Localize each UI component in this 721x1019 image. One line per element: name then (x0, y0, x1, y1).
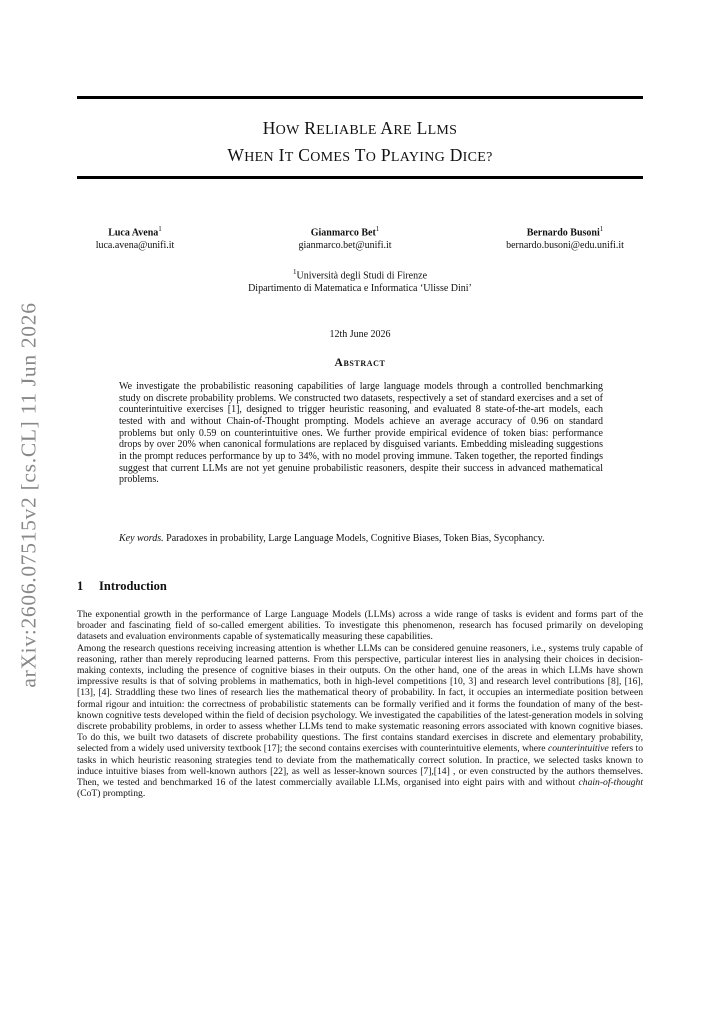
section-heading-introduction (77, 579, 167, 594)
author-email[interactable]: gianmarco.bet@unifi.it (298, 239, 392, 251)
arxiv-identifier[interactable]: arXiv:2606.07515v2 [cs.CL] 11 Jun 2026 (16, 302, 41, 688)
affiliation (77, 266, 643, 295)
paper-date: 12th June 2026 (329, 329, 391, 340)
author-email[interactable]: bernardo.busoni@edu.unifi.it (506, 239, 624, 251)
title-top-rule (77, 96, 643, 99)
section-title: Introduction (99, 579, 167, 593)
affiliation-university: $^1$Università degli Studi di Firenze (292, 268, 428, 282)
keywords-label: Key words. (119, 533, 164, 544)
introduction-paragraph-2: Among the research questions receiving increasing attention is whether LLMs can be considered genuine reasoners, i.e., systems truly capable of reasoning, rather than merely reproducing learned patterns. From this perspective, particular interest lies in analysing their choices in decision-making contexts, including the presence of cognitive biases in their outputs. On the other hand, one of the areas in which LLMs have shown impressive results is that of solving problems in mathematics, both in high-level competitions [10, 3] and research level contributions [8], [16], [13], [4]. Straddling these two lines of research lies the mathematical theory of probability. In fact, it occupies an intermediate position between formal rigour and intuition: the correctness of probabilistic statements can be formally verified and it forms the foundation of many of the best-known cognitive tests developed within the field of decision psychology. We investigated the capabilities of the latest-generation models in solving discrete probability problems, in order to assess whether LLMs tend to make systematic reasoning errors associated with known cognitive biases. To do this, we built two datasets of discrete probability questions. The first contains standard exercises in discrete and elementary probability, selected from a widely used university textbook [17]; the second contains exercises with counterintuitive elements, where counterintuitive refers to tasks in which heuristic reasoning strategies tend to deviate from the mathematically correct solution. In practice, we selected tasks known to induce intuitive biases from well-known authors [22], as well as lesser-known sources [7],[14] , or even constructed by the authors themselves. Then, we tested and benchmarked 16 of the latest commercially available LLMs, organised into eight pairs with and without chain-of-thought (CoT) prompting. (77, 642, 644, 800)
title-line-2: WHEN IT COMES TO PLAYING DICE? (227, 145, 493, 165)
author-block (60, 223, 660, 257)
author-name: Bernardo Busoni$^1$ (526, 225, 604, 239)
author-busoni (485, 223, 645, 252)
introduction-body (77, 609, 643, 799)
paper-title (77, 116, 643, 170)
author-avena (75, 223, 195, 252)
section-number: 1 (77, 579, 84, 593)
abstract-heading: Abstract (334, 357, 386, 369)
title-bottom-rule (77, 176, 643, 179)
affiliation-department: Dipartimento di Matematica e Informatica ‘Ulisse Dini’ (248, 282, 472, 294)
author-email[interactable]: luca.avena@unifi.it (95, 239, 175, 251)
title-line-1: HOW RELIABLE ARE LLMS (262, 118, 458, 138)
keywords-list: Paradoxes in probability, Large Language Models, Cognitive Biases, Token Bias, Sycophancy. (166, 533, 545, 544)
author-bet (275, 223, 415, 252)
keywords (119, 533, 603, 545)
author-name: Gianmarco Bet$^1$ (310, 225, 380, 239)
abstract-text: We investigate the probabilistic reasoning capabilities of large language models through a controlled benchmarking study on discrete probability problems. We constructed two datasets, respectively a set of standard exercises and a set of counterintuitive exercises [1], designed to trigger heuristic reasoning, and evaluated 8 state-of-the-art models, each tested with and without Chain-of-Thought prompting. Models achieve an average accuracy of 0.96 on standard problems but only 0.59 on counterintuitive ones. We further provide empirical evidence of token bias: performance drops by over 20% when canonical formulations are replaced by disguised variants. Embedding misleading suggestions in the prompt reduces performance by up to 34%, with no model proving immune. Taken together, the reported findings suggest that current LLMs are not yet genuine probabilistic reasoners, despite their success in advanced mathematical problems. (119, 381, 603, 486)
arxiv-stamp (14, 300, 44, 690)
author-name: Luca Avena$^1$ (108, 225, 162, 239)
introduction-paragraph-1: The exponential growth in the performance of Large Language Models (LLMs) across a wide range of tasks is evident and forms part of the broader and fascinating field of so-called emergent abilities. To investigate this phenomenon, research has focused primarily on developing datasets and evaluation environments capable of systematically measuring these capabilities. (77, 609, 643, 643)
